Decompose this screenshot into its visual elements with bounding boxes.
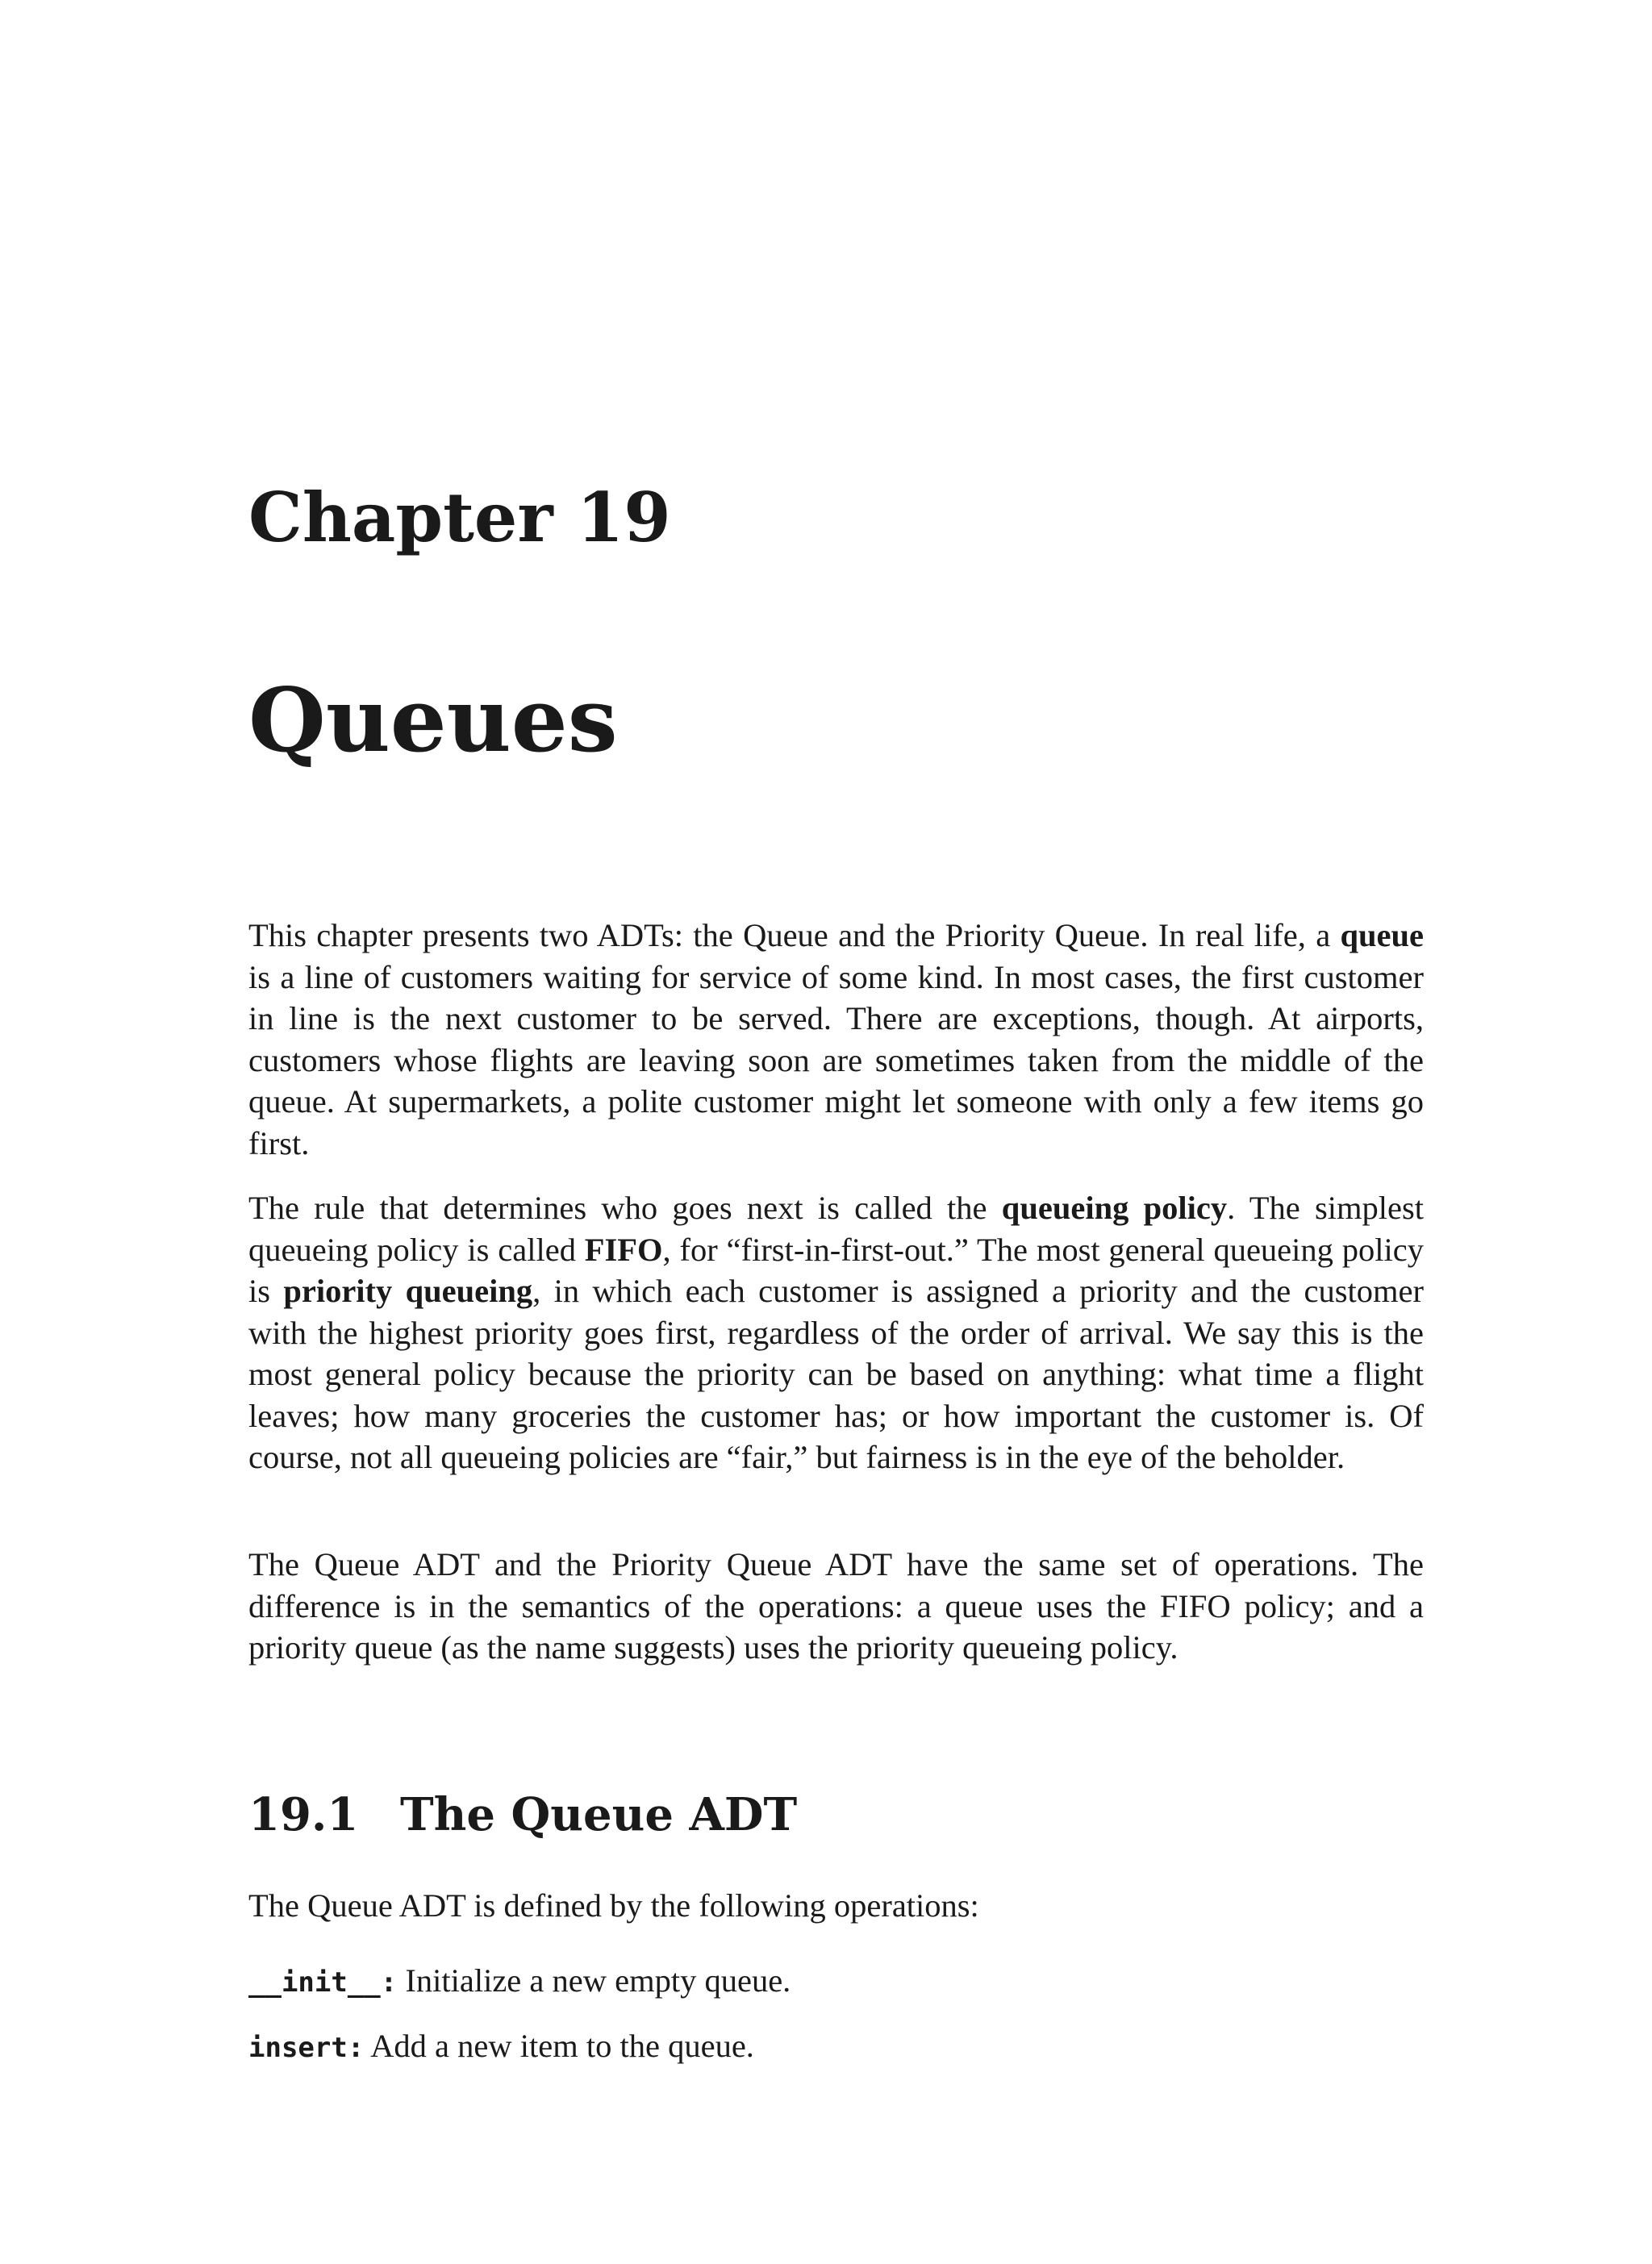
operation-item bbox=[248, 1960, 1424, 2004]
section-number: 19.1 bbox=[248, 1788, 359, 1841]
term-fifo: FIFO bbox=[584, 1231, 663, 1268]
intro-paragraph-2 bbox=[248, 1187, 1424, 1478]
term-queue: queue bbox=[1340, 917, 1424, 953]
text-run: is a line of customers waiting for service of some kind. In most cases, the first customer in line is the next customer to be served. There are exceptions, though. At airports, customers whose flights are leaving soon are sometimes taken from the middle of the queue. At supermarkets, a polite customer might let someone with only a few items go first. bbox=[248, 958, 1424, 1161]
operation-name: __init__: bbox=[248, 1966, 398, 1999]
text-run: This chapter presents two ADTs: the Queue and the Priority Queue. In real life, a bbox=[248, 917, 1341, 953]
intro-paragraph-3: The Queue ADT and the Priority Queue ADT have the same set of operations. The difference is in the semantics of the operations: a queue uses the FIFO policy; and a priority queue (as the name suggests) uses the priority queueing policy. bbox=[248, 1546, 1424, 1666]
term-queueing-policy: queueing policy bbox=[1001, 1190, 1228, 1226]
section-heading bbox=[248, 1788, 798, 1841]
text-run: . The simplest queueing policy is called bbox=[248, 1190, 1424, 1268]
section-title: The Queue ADT bbox=[400, 1788, 798, 1841]
intro-paragraph-1 bbox=[248, 915, 1424, 1164]
operation-name: insert: bbox=[248, 2032, 365, 2064]
operation-description: Initialize a new empty queue. bbox=[397, 1962, 791, 1999]
text-run: , for “first-in-first-out.” The most general queueing policy is bbox=[248, 1231, 1424, 1309]
term-priority-queueing: priority queueing bbox=[283, 1273, 533, 1309]
text-run: The rule that determines who goes next is called the bbox=[248, 1190, 1002, 1226]
operation-description: Add a new item to the queue. bbox=[364, 2028, 754, 2064]
chapter-label: Chapter 19 bbox=[248, 477, 671, 557]
text-run: , in which each customer is assigned a priority and the customer with the highest priority goes first, regardless of the order of arrival. We say this is the most general policy because the priority can be based on anything: what time a flight leaves; how many groceries the customer has; or how important the customer is. Of course, not all queueing policies are “fair,” but fairness is in the eye of the beholder. bbox=[248, 1273, 1424, 1475]
section-intro: The Queue ADT is defined by the following operations: bbox=[248, 1887, 979, 1924]
operation-item bbox=[248, 2025, 1424, 2070]
chapter-title: Queues bbox=[248, 668, 618, 772]
